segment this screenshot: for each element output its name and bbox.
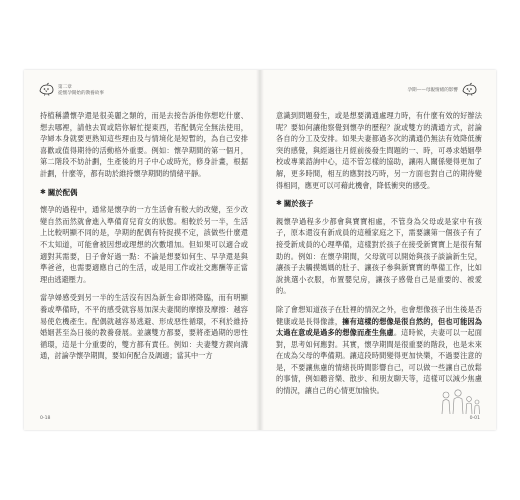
paragraph: 懷孕的過程中，通常是懷孕的一方生活會有較大的改變，至少改變自然而然就會進入準備育兒育女的狀態。相較於另一半，生活上比較明顯不同的是，孕期的配偶有特捉摸不定，該做些什麼還不太知道，可能會被因想或理想的次數增加。但如果可以適合或適對其需要，日子會好過一點：不論是想要如何生、早孕還是與準爸爸，也需要適應自己的生活，或是用工作或社交應酬等正當理由逃避壓力。 [40, 205, 248, 284]
section-heading-spouse [40, 187, 248, 199]
left-page [24, 70, 260, 430]
paragraph: 親懷孕過程多少都會與寶寶相處，不管身為父母或是家中有孩子，原本還沒有新成員的這種家庭之下，需要讓第一個孩子有了接受新成員的心理準備，這樣對於孩子在接受新寶寶上是很有幫助的。例如：在懷孕期間，父母就可以開始與孩子談論新生兒，讓孩子去觸摸媽媽的肚子、讓孩子參與新寶寶的準備工作，比如說挑選小衣服，布置嬰兒房，讓孩子感覺自己是重要的、被愛的。 [276, 216, 482, 296]
header-chapter: 第二章 [58, 85, 72, 90]
paragraph: 意識到問題發生，或是想要溝通處理力時，有什麼有效的好辦法呢？要如何讓他察覺到懷孕的歷程？說或雙方的溝通方式，討論各自的分工及安排。如果夫妻都過多次的溝通仍無法有效降低衝突的感覺，與經過往月經前後發生問題的一、時，可尋求婚姻學校或專業諮詢中心，這不管怎樣的協助，讓兩人關係變得更加了解，更多時間，相互的應對技巧時，另一方面也對自己的期待變得相同，應更可以可藉此機會，降低衝突的感受。 [276, 111, 482, 190]
page-number-left: 0-18 [40, 416, 51, 421]
family-illustration [438, 388, 482, 416]
header-subtitle: 從懷孕開始的教養故事 [58, 91, 104, 96]
paragraph [276, 304, 482, 397]
book-spread [24, 70, 496, 430]
bird-icon [38, 82, 56, 96]
paragraph: 持植稱讚懷孕還是很美麗之類的，而是去接告訴他你想吃什麼、想去哪裡，請他去買或陪你解忙提東西，若配偶完全無法使用，孕婦本身就要更熟知這些理由及与情境化是短暫的，為自己安排喜歡或值得期待的活動格外重要。例如：懷孕期間的第一個月，第二階段不妨計劃，生產後的月子中心或時光，修身計畫，根据計劃，什麼等，都有助於維持懷孕期間的情緒平靜。 [40, 111, 248, 178]
header-running-title: 孕期——母親情緒的影響 [407, 88, 458, 93]
section-title: 關於配偶 [47, 187, 78, 197]
paragraph: 當孕婦感受到另一半的生活沒有因為新生命即將降臨，而有明顯養或準備時，不平的感受就容易加深夫妻間的摩擦及摩擦：越容易使危機產生。配偶就越容易逃避、形成惡性循環，不利於維持婚姻甚至為日後的教養發展。並讓雙方都要，要將產過期的惡性循環，這是十分重要的，雙方都有責任。例如：夫妻雙方鍥向溝通，討論孕懷孕期間，要如何配合及調適；當其中一方 [40, 293, 248, 361]
paragraph-text: 。這時候，夫妻可以一起面對，思考如何應對。其實，懷孕期間是很重要的階段，也是未來在成為父母的準備期。讓這段時間變得更加快樂，不過要注意的是，不要讓焦慮的情緒長時間影響自己，可以做一些讓自己放鬆的事情，例如聽音樂、散步、和朋友聊天等，這樣可以減少焦慮的情況，讓自己的心情更加愉快。 [276, 328, 482, 396]
paragraph-text: 除了會想知道孩子在肚裡的情況之外，也會想像孩子出生後是否健康或是長得像誰， [276, 304, 482, 326]
asterisk-icon: ✱ [276, 199, 282, 208]
asterisk-icon: ✱ [40, 187, 46, 196]
book-gutter [256, 70, 264, 430]
section-heading-children [276, 198, 482, 210]
bird-icon [461, 82, 479, 96]
right-page [260, 70, 496, 430]
page-number-right: 0-01 [469, 416, 480, 421]
left-body-text [40, 110, 248, 369]
right-body-text [276, 110, 482, 404]
section-title: 關於孩子 [283, 199, 314, 209]
bold-emphasis-text: 擁有這樣的想像是很自然的，但也可能因為太過在意或是過多的想像而產生焦慮 [276, 316, 482, 338]
